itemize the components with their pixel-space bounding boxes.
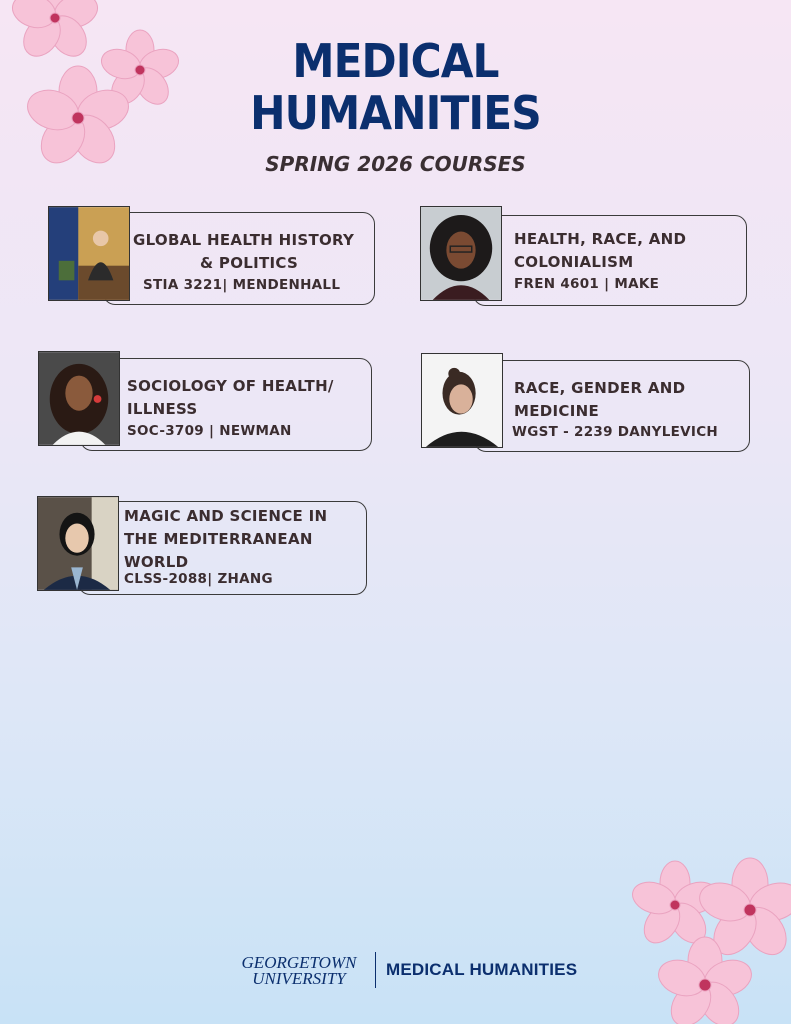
instructor-photo xyxy=(48,206,130,301)
page-subtitle: SPRING 2026 COURSES xyxy=(265,152,526,176)
program-name: MEDICAL HUMANITIES xyxy=(386,960,578,979)
course-title-cont: ILLNESS xyxy=(127,400,198,418)
instructor-photo xyxy=(38,351,120,446)
course-code-instructor: STIA 3221| MENDENHALL xyxy=(143,277,341,293)
course-code-instructor: FREN 4601 | MAKE xyxy=(514,276,660,292)
university-name-line-2: UNIVERSITY xyxy=(252,969,346,988)
university-name-line-1: GEORGETOWN xyxy=(241,953,357,972)
course-code-instructor: CLSS-2088| ZHANG xyxy=(124,571,273,587)
course-title: SOCIOLOGY OF HEALTH/ xyxy=(127,377,334,395)
course-title-cont: THE MEDITERRANEAN xyxy=(124,530,313,548)
course-title-cont: COLONIALISM xyxy=(514,253,634,271)
page-title-line-2: HUMANITIES xyxy=(250,86,541,140)
footer-divider xyxy=(375,952,376,988)
instructor-photo xyxy=(421,353,503,448)
instructor-photo xyxy=(37,496,119,591)
course-title: MAGIC AND SCIENCE IN xyxy=(124,507,328,525)
course-title-cont: & POLITICS xyxy=(200,254,299,272)
cherry-blossom-bottom-right-icon xyxy=(615,835,791,1024)
course-code-instructor: SOC-3709 | NEWMAN xyxy=(127,423,292,439)
course-code-instructor: WGST - 2239 DANYLEVICH xyxy=(512,424,719,440)
course-title: HEALTH, RACE, AND xyxy=(514,230,687,248)
page-title-line-1: MEDICAL xyxy=(292,34,499,88)
course-title: RACE, GENDER AND xyxy=(514,379,686,397)
course-title-cont: MEDICINE xyxy=(514,402,599,420)
georgetown-university-logo xyxy=(234,955,364,987)
instructor-photo xyxy=(420,206,502,301)
course-title-cont: WORLD xyxy=(124,553,189,571)
course-title: GLOBAL HEALTH HISTORY xyxy=(133,231,355,249)
